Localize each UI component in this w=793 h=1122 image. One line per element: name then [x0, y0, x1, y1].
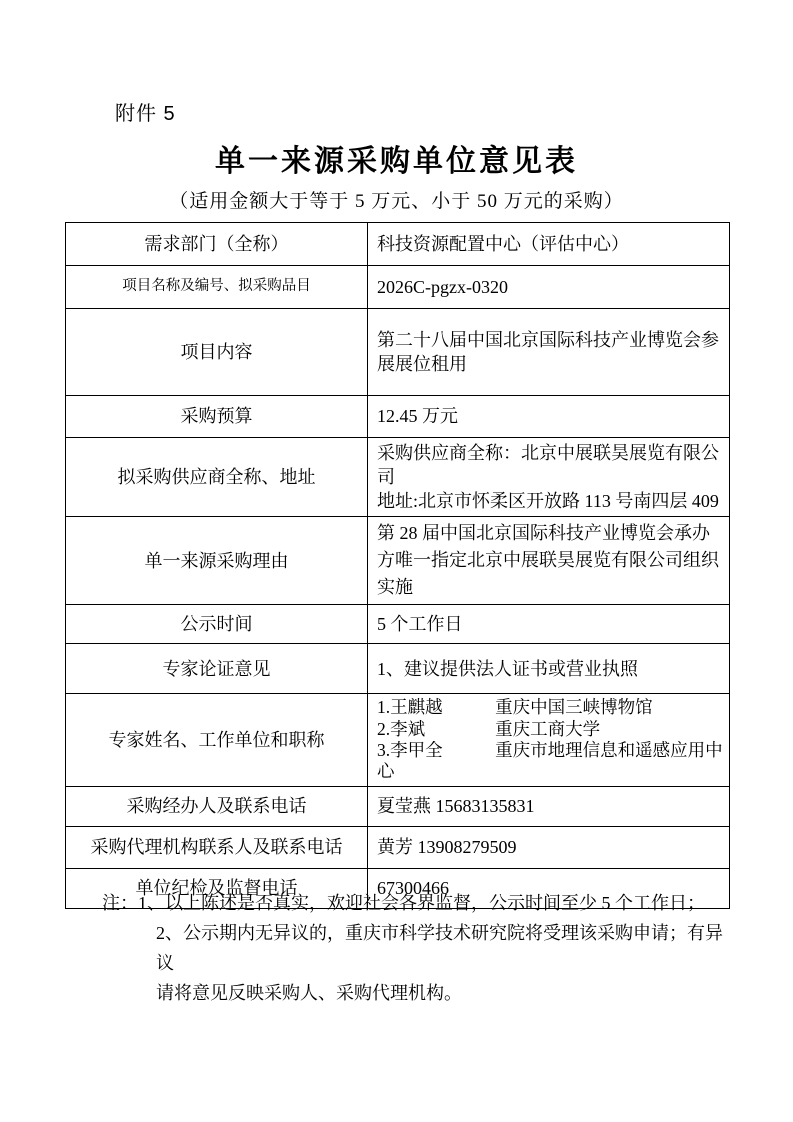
note-line-3: 请将意见反映采购人、采购代理机构。	[156, 983, 462, 1003]
attachment-label: 附件 5	[115, 103, 176, 125]
table-row-procurement-budget	[66, 396, 730, 438]
row-label: 专家论证意见	[66, 644, 368, 694]
table-row-expert-names	[66, 694, 730, 786]
expert-line-3: 3.李甲全 重庆市地理信息和遥感应用中心	[377, 740, 723, 782]
row-label: 单位纪检及监督电话	[66, 868, 368, 908]
row-value: 5 个工作日	[368, 605, 730, 644]
table-row-project-name-number	[66, 266, 730, 309]
table-row-procurement-handler	[66, 786, 730, 826]
footer-notes	[102, 888, 727, 1008]
row-label: 公示时间	[66, 605, 368, 644]
row-label: 项目名称及编号、拟采购品目	[66, 266, 368, 309]
opinion-table	[65, 222, 730, 909]
table-row-supplier-name-address	[66, 438, 730, 517]
row-value	[368, 694, 730, 786]
supplier-name-line: 采购供应商全称：北京中展联昊展览有限公司	[377, 443, 719, 488]
row-value: 12.45 万元	[368, 396, 730, 438]
row-value: 第 28 届中国北京国际科技产业博览会承办方唯一指定北京中展联昊展览有限公司组织实施	[368, 517, 730, 605]
table-row-publicity-period	[66, 605, 730, 644]
row-value: 第二十八届中国北京国际科技产业博览会参展展位租用	[368, 309, 730, 396]
page-subtitle: （适用金额大于等于 5 万元、小于 50 万元的采购）	[169, 191, 624, 212]
table-row-expert-opinion	[66, 644, 730, 694]
note-line-2: 2、公示期内无异议的，重庆市科学技术研究院将受理该采购申请；有异议	[156, 923, 723, 973]
row-label: 项目内容	[66, 309, 368, 396]
table-row-demand-department	[66, 223, 730, 266]
row-label: 采购预算	[66, 396, 368, 438]
row-value: 1、建议提供法人证书或营业执照	[368, 644, 730, 694]
row-value: 夏莹燕 15683135831	[368, 786, 730, 826]
row-label: 拟采购供应商全称、地址	[66, 438, 368, 517]
row-label: 单一来源采购理由	[66, 517, 368, 605]
note-line-1: 注：1、以上陈述是否真实，欢迎社会各界监督，公示时间至少 5 个工作日；	[102, 893, 705, 913]
expert-line-2: 2.李斌 重庆工商大学	[377, 718, 601, 739]
row-label: 采购代理机构联系人及联系电话	[66, 826, 368, 868]
row-value: 黄芳 13908279509	[368, 826, 730, 868]
row-value: 67300466	[368, 868, 730, 908]
table-row-single-source-reason	[66, 517, 730, 605]
table-row-agency-contact	[66, 826, 730, 868]
row-value	[368, 438, 730, 517]
table-row-project-content	[66, 309, 730, 396]
row-label: 需求部门（全称）	[66, 223, 368, 266]
row-label: 专家姓名、工作单位和职称	[66, 694, 368, 786]
row-value: 2026C-pgzx-0320	[368, 266, 730, 309]
row-label: 采购经办人及联系电话	[66, 786, 368, 826]
supplier-address-line: 地址:北京市怀柔区开放路 113 号南四层 409	[377, 491, 719, 512]
page-title: 单一来源采购单位意见表	[215, 145, 578, 178]
expert-line-1: 1.王麒越 重庆中国三峡博物馆	[377, 697, 653, 718]
row-value: 科技资源配置中心（评估中心）	[368, 223, 730, 266]
